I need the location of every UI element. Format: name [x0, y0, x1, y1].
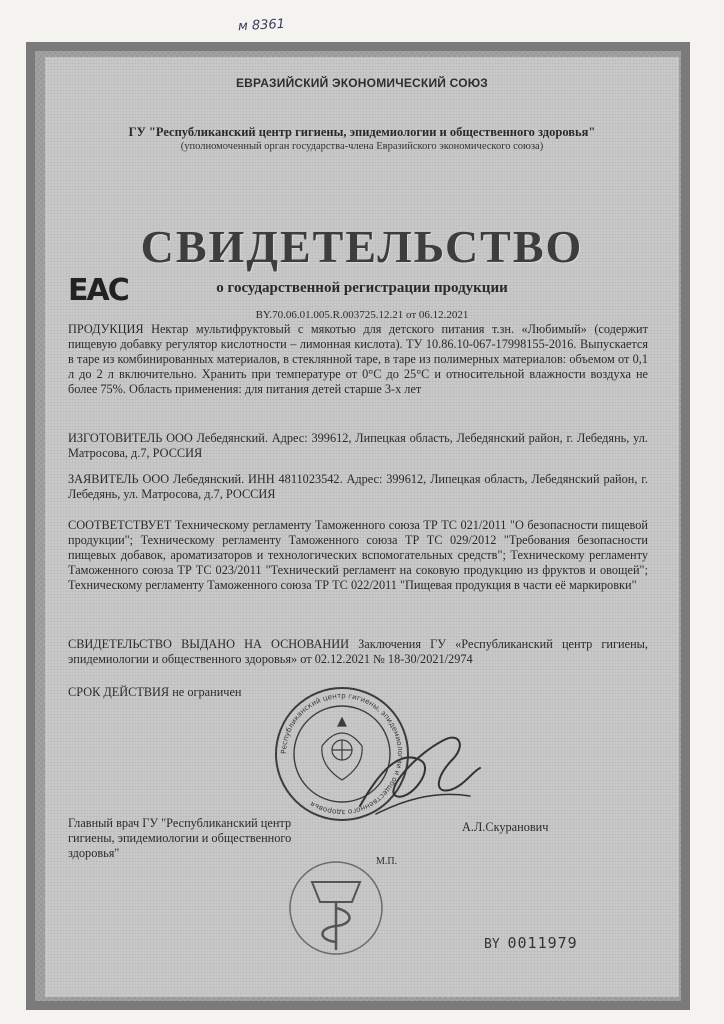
seal-ring-text: Республиканский центр гигиены, эпидемиологии и общественного здоровья — [278, 690, 406, 818]
section-text: Заключения ГУ «Республиканский центр гигиены, эпидемиологии и общественного здоровья» от 02.12.2021 № 18-30/2021/2974 — [68, 637, 649, 666]
handwritten-signature — [340, 710, 490, 830]
form-serial-number — [484, 934, 578, 952]
handwritten-archive-number: м 8361 — [237, 16, 286, 35]
section-text: ООО Лебедянский. Адрес: 399612, Липецкая область, Лебедянский район, г. Лебедянь, ул. Матросова, д.7, РОССИЯ — [68, 431, 648, 460]
section-text: Нектар мультифруктовый с мякотью для детского питания т.зн. «Любимый» (содержит пищевую добавку регулятор кислотности – лимонная кислота). ТУ 10.86.10-067-17998155-2016. Выпускается в таре из комбинированных материалов, в стеклянной таре, в таре из полимерных материалов: объемом от 0,1 л до 2 л включительно. Хранить при температуре от 0°С до 25°С и относительной влажности воздуха не более 75%. Область применения: для питания детей старше 3-х лет — [68, 322, 648, 396]
signer-title: Главный врач ГУ "Республиканский центр гигиены, эпидемиологии и общественного здоровья" — [68, 816, 292, 860]
section-conformity — [68, 518, 648, 593]
eac-logo: EAC — [68, 273, 128, 308]
serial-number: 0011979 — [507, 934, 578, 952]
organization-note: (уполномоченный орган государства-члена Евразийского экономического союза) — [180, 141, 544, 152]
section-manufacturer — [68, 431, 648, 461]
section-text: Техническому регламенту Таможенного союза ТР ТС 021/2011 "О безопасности пищевой продукции"; Техническому регламенту Таможенного союза ТР ТС 029/2012 "Требования безопасности пищевых добавок, ароматизаторов и технологических вспомогательных средств"; Техническому регламенту Таможенного союза ТР ТС 023/2011 "Технический регламент на соковую продукцию из фруктов и овощей"; Техническому регламенту Таможенного союза ТР ТС 022/2011 "Пищевая продукция в части её маркировки" — [68, 518, 648, 592]
stamp-place-mark: М.П. — [376, 856, 398, 867]
signer-name: А.Л.Скуранович — [462, 820, 549, 834]
medical-emblem-icon — [276, 852, 396, 962]
issuing-organization: ГУ "Республиканский центр гигиены, эпидемиологии и общественного здоровья" — [128, 125, 596, 139]
section-basis — [68, 637, 648, 667]
document-title: СВИДЕТЕЛЬСТВО — [140, 221, 584, 272]
section-label: СООТВЕТСТВУЕТ — [68, 518, 172, 532]
validity-label: СРОК ДЕЙСТВИЯ — [68, 685, 170, 699]
section-label: ПРОДУКЦИЯ — [68, 322, 144, 336]
section-product — [68, 322, 648, 397]
section-label: СВИДЕТЕЛЬСТВО ВЫДАНО НА ОСНОВАНИИ — [68, 637, 349, 651]
document-subtitle: о государственной регистрации продукции — [216, 280, 508, 296]
section-text: ООО Лебедянский. ИНН 4811023542. Адрес: 399612, Липецкая область, Лебедянский район, г. Лебедянь, ул. Матросова, д.7, РОССИЯ — [68, 472, 649, 501]
union-heading: ЕВРАЗИЙСКИЙ ЭКОНОМИЧЕСКИЙ СОЮЗ — [235, 76, 489, 90]
section-applicant — [68, 472, 648, 502]
registration-number: BY.70.06.01.005.R.003725.12.21 от 06.12.2021 — [255, 309, 469, 321]
validity-line — [68, 685, 242, 700]
section-label: ЗАЯВИТЕЛЬ — [68, 472, 139, 486]
section-label: ИЗГОТОВИТЕЛЬ — [68, 431, 163, 445]
serial-prefix: BY — [484, 937, 500, 952]
validity-value: не ограничен — [172, 685, 242, 699]
